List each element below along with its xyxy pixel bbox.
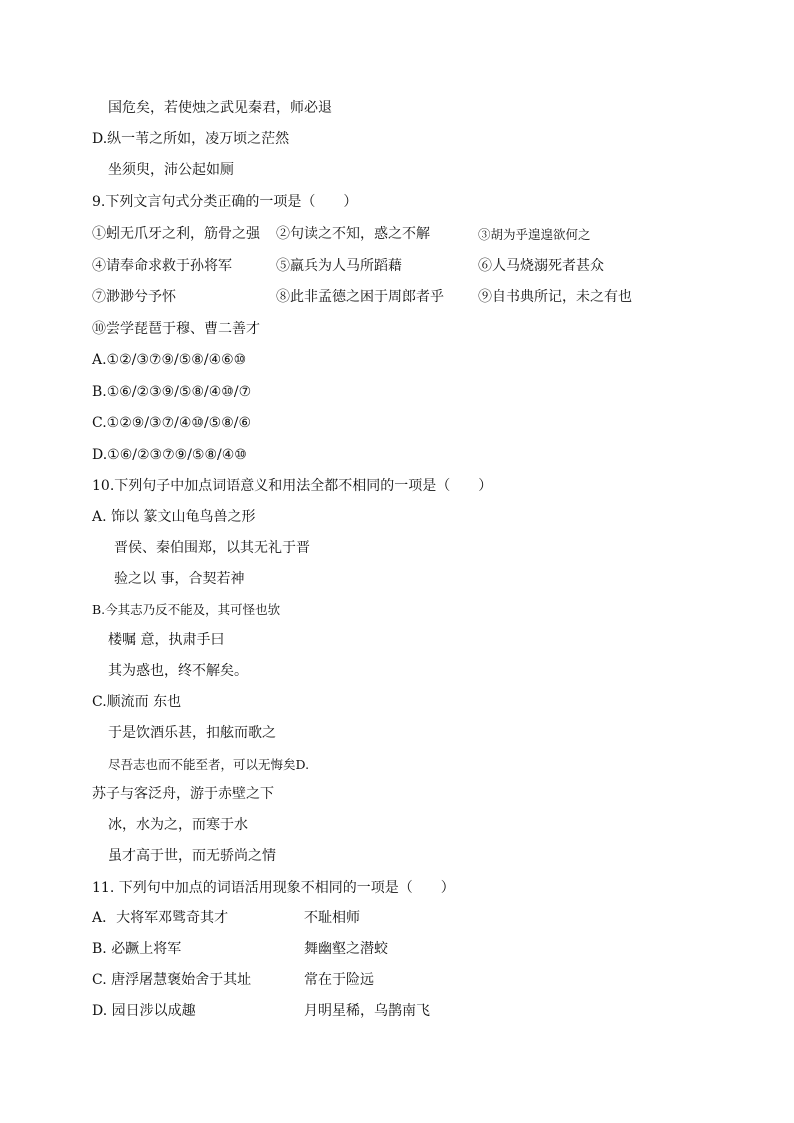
option-b-left: B. 必蹶上将军 [92, 941, 182, 957]
text-line: 坐须臾，沛公起如厕 [108, 162, 234, 178]
text-line: 虽才高于世，而无骄尚之情 [108, 848, 276, 864]
question-9-title: 9.下列文言句式分类正确的一项是（ ） [92, 194, 358, 210]
option-a-right: 不耻相师 [304, 910, 360, 926]
text-line: 于是饮酒乐甚，扣舷而歌之 [108, 725, 276, 741]
option-c-right: 常在于险远 [304, 972, 374, 988]
option-c-line: C.顺流而 东也 [92, 694, 182, 710]
question-10-title: 10.下列句子中加点词语意义和用法全都不相同的一项是（ ） [92, 478, 493, 494]
option-a-left: A．大将军邓骘奇其才 [92, 910, 229, 926]
option-d-left: D. 园日涉以成趣 [92, 1003, 196, 1019]
option-c: C.①②⑨/③⑦/④⑩/⑤⑧/⑥ [92, 415, 252, 431]
text-line: 楼嘱 意，执肃手曰 [108, 632, 225, 648]
text-line: 冰，水为之，而寒于水 [108, 817, 248, 833]
sentence-item: ⑥人马烧溺死者甚众 [478, 258, 604, 274]
option-b: B.①⑥/②③⑨/⑤⑧/④⑩/⑦ [92, 384, 252, 400]
text-line: 晋侯、秦伯围郑，以其无礼于晋 [114, 540, 310, 556]
sentence-item: ⑨自书典所记，未之有也 [478, 289, 632, 305]
option-d: D.①⑥/②③⑦⑨/⑤⑧/④⑩ [92, 447, 247, 463]
text-line: 苏子与客泛舟，游于赤壁之下 [92, 786, 274, 802]
sentence-item: ③胡为乎遑遑欲何之 [478, 227, 591, 242]
option-b-right: 舞幽壑之潜蛟 [304, 941, 388, 957]
text-line: 国危矣，若使烛之武见秦君，师必退 [108, 100, 332, 116]
option-a: A.①②/③⑦⑨/⑤⑧/④⑥⑩ [92, 352, 247, 368]
text-line: 其为惑也，终不解矣。 [108, 663, 248, 679]
option-d-line: D.纵一苇之所如，凌万顷之茫然 [92, 131, 290, 147]
option-a-line: A. 饰以 篆文山龟鸟兽之形 [92, 509, 256, 525]
question-11-title: 11. 下列句中加点的词语活用现象不相同的一项是（ ） [92, 880, 455, 896]
sentence-item: ⑩尝学琵琶于穆、曹二善才 [92, 321, 260, 337]
option-d-right: 月明星稀，乌鹊南飞 [304, 1003, 430, 1019]
sentence-item: ⑦渺渺兮予怀 [92, 289, 176, 305]
sentence-item: ④请奉命求救于孙将军 [92, 258, 232, 274]
sentence-item: ⑧此非孟德之困于周郎者乎 [276, 289, 444, 305]
sentence-item: ②句读之不知，惑之不解 [276, 226, 430, 242]
option-c-left: C. 唐浮屠慧褒始舍于其址 [92, 972, 252, 988]
sentence-item: ①蚓无爪牙之利，筋骨之强 [92, 226, 260, 242]
text-line: 尽吾志也而不能至者，可以无悔矣D. [108, 757, 310, 772]
sentence-item: ⑤羸兵为人马所蹈藉 [276, 258, 402, 274]
text-line: 验之以 事，合契若神 [114, 571, 245, 587]
option-b-line: B.今其志乃反不能及，其可怪也欤 [92, 602, 281, 617]
